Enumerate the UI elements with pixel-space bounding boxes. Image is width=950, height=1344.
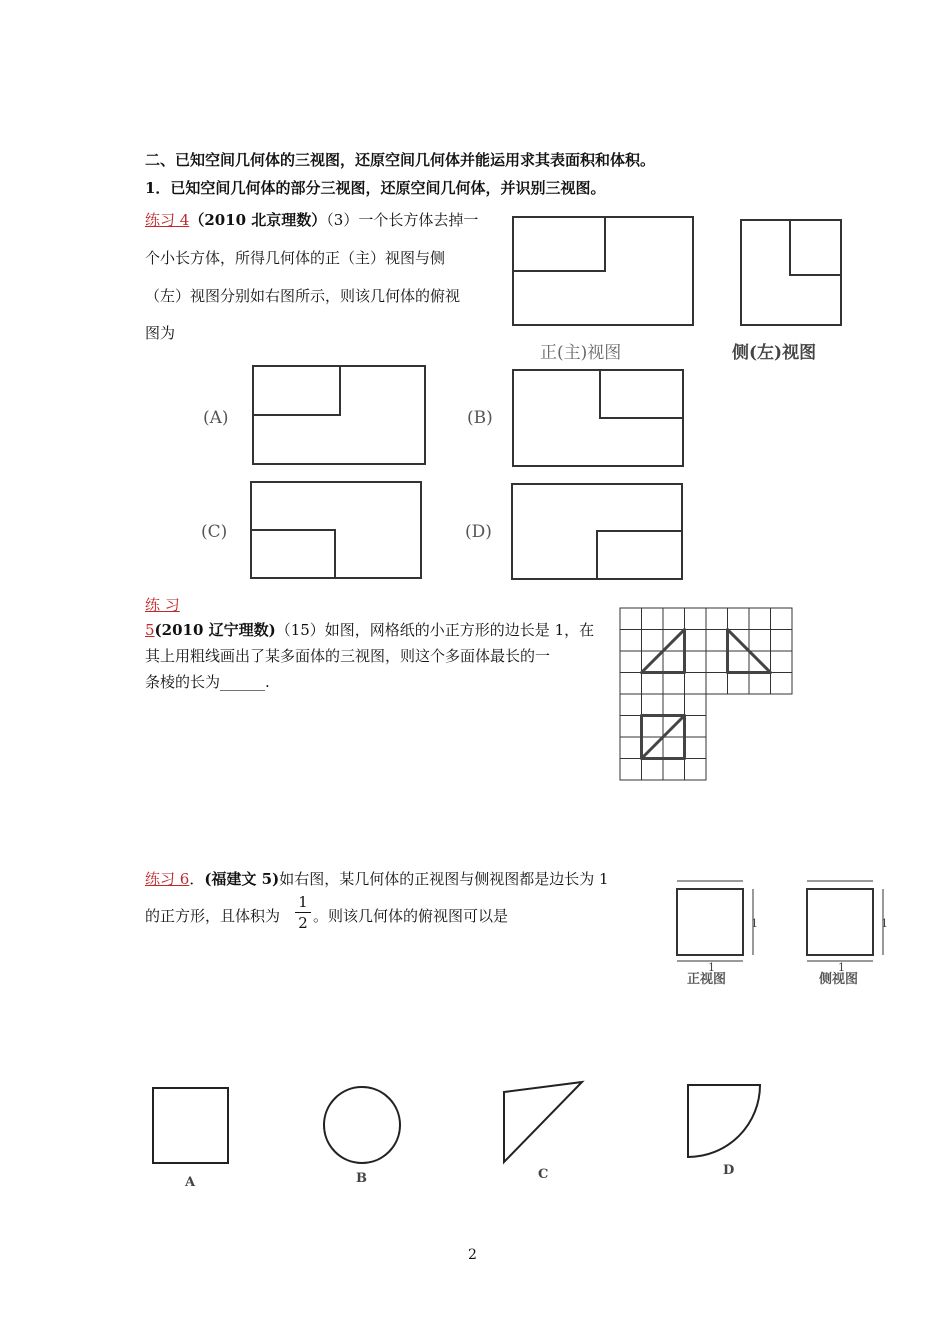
- page-number: 2: [468, 1247, 477, 1263]
- ex4-line3: （左）视图分别如右图所示，则该几何体的俯视: [145, 287, 461, 305]
- ex5-line1: [145, 617, 594, 643]
- ex4-option-b-label: (B): [467, 408, 493, 428]
- ex5-label: 练 习: [145, 596, 180, 614]
- ex6-option-b[interactable]: [324, 1087, 400, 1163]
- ex6-side-caption: 侧视图: [819, 972, 859, 987]
- ex6-option-b-label: B: [356, 1171, 367, 1186]
- ex6-punct: ．: [189, 870, 205, 888]
- ex4-option-d-label: (D): [465, 522, 492, 542]
- ex4-option-b[interactable]: [513, 370, 683, 466]
- ex4-options-figure: [195, 360, 695, 590]
- ex4-option-d[interactable]: [512, 484, 682, 579]
- ex6-option-c[interactable]: [504, 1082, 582, 1162]
- ex5-text: （15）如图，网格纸的小正方形的边长是 1，在: [275, 621, 595, 639]
- ex5-line3: 条棱的长为______.: [145, 673, 270, 691]
- ex4-line1: [145, 207, 478, 233]
- ex6-side-dim-bottom: 1: [838, 961, 845, 974]
- ex6-front-caption: 正视图: [687, 972, 727, 987]
- ex6-fraction-denominator: 2: [298, 914, 308, 932]
- ex4-side-view: [741, 220, 841, 325]
- ex6-options-figure: [140, 1070, 780, 1190]
- ex6-label: 练习 6: [145, 870, 190, 888]
- ex4-label: 练习 4: [145, 211, 190, 229]
- ex6-text: 如右图，某几何体的正视图与侧视图都是边长为 1: [279, 870, 609, 888]
- ex6-front-view: [677, 881, 753, 961]
- ex6-line1: [145, 866, 609, 892]
- ex5-source: (2010 辽宁理数): [154, 621, 276, 639]
- ex4-text: （3）一个长方体去掉一: [326, 211, 479, 229]
- section-heading: 二、已知空间几何体的三视图，还原空间几何体并能运用求其表面积和体积。: [145, 151, 656, 169]
- ex6-option-a[interactable]: [153, 1088, 228, 1163]
- ex6-front-dim-side: 1: [751, 917, 758, 930]
- ex6-fraction-numerator: 1: [298, 893, 308, 911]
- ex6-option-c-label: C: [538, 1167, 549, 1182]
- ex4-option-c-label: (C): [201, 522, 228, 542]
- ex4-line4: 图为: [145, 324, 176, 342]
- ex4-side-caption: 侧(左)视图: [732, 343, 817, 363]
- ex6-option-d[interactable]: [688, 1085, 760, 1157]
- ex6-views-figure: [665, 875, 900, 990]
- ex5-label-num: 5: [145, 621, 155, 639]
- ex6-source: (福建文 5): [204, 870, 280, 888]
- ex4-views-figure: [500, 205, 870, 370]
- ex5-line2: 其上用粗线画出了某多面体的三视图，则这个多面体最长的一: [145, 647, 551, 665]
- ex4-source: （2010 北京理数）: [189, 211, 327, 229]
- ex4-option-a[interactable]: [253, 366, 425, 464]
- ex6-side-dim-side: 1: [881, 917, 888, 930]
- ex6-line2-post: 。则该几何体的俯视图可以是: [313, 907, 509, 925]
- ex6-front-dim-bottom: 1: [708, 961, 715, 974]
- ex4-option-a-label: (A): [203, 408, 229, 428]
- ex6-option-d-label: D: [723, 1163, 735, 1178]
- ex6-line2-pre: 的正方形，且体积为: [145, 907, 281, 925]
- ex4-line2: 个小长方体，所得几何体的正（主）视图与侧: [145, 249, 446, 267]
- ex6-option-a-label: A: [185, 1175, 196, 1190]
- ex5-grid-figure: [615, 605, 800, 785]
- section-subheading: 1．已知空间几何体的部分三视图，还原空间几何体，并识别三视图。: [145, 179, 606, 197]
- ex6-side-view: [807, 881, 883, 961]
- ex6-fraction: [295, 893, 311, 932]
- ex4-front-caption: 正(主)视图: [540, 343, 622, 363]
- ex4-front-view: [513, 217, 693, 325]
- ex4-option-c[interactable]: [251, 482, 421, 578]
